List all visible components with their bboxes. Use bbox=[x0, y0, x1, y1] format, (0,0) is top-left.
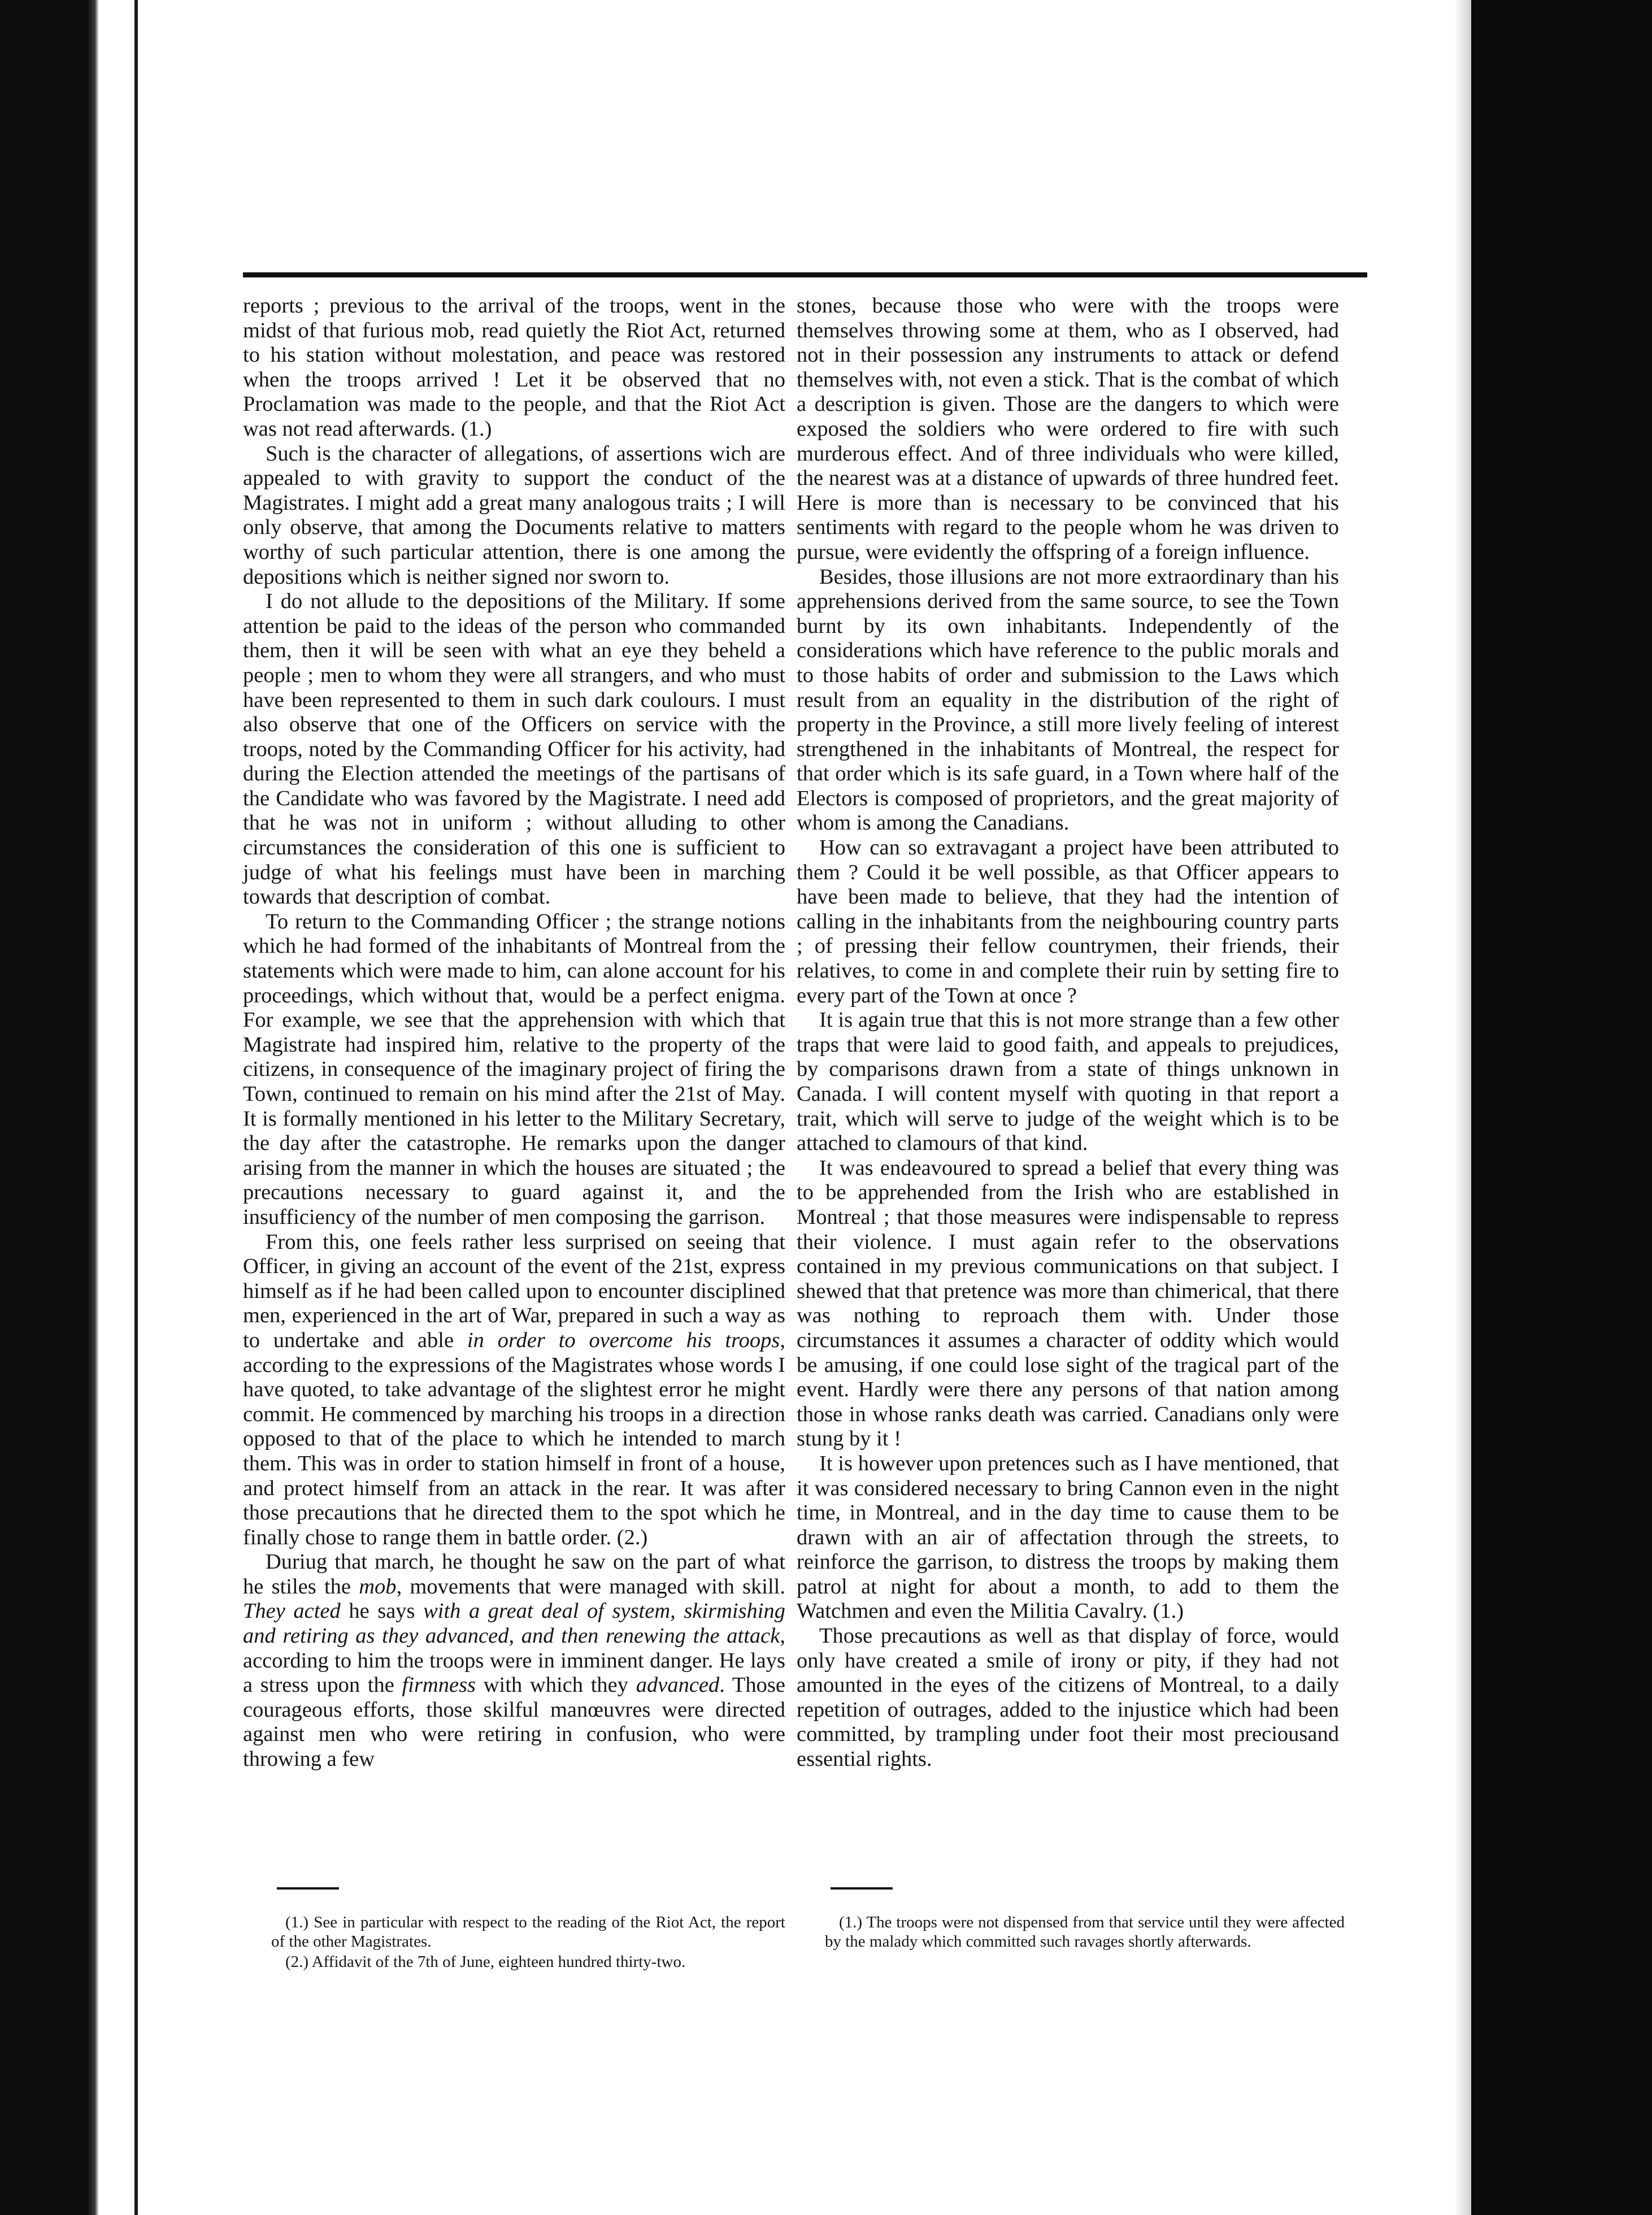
footnotes-right bbox=[825, 1913, 1345, 1952]
text-run: , movements that were managed with skill. bbox=[396, 1574, 785, 1599]
paragraph: It is again true that this is not more strange than a few other traps that were laid to good faith, and appeals to prejudices, by comparisons drawn from a state of things unknown in Canada. I will content myself with quoting in that report a trait, which will serve to judge of the weight which is to be attached to clamours of that kind. bbox=[797, 1008, 1339, 1156]
paragraph: How can so extravagant a project have been attributed to them ? Could it be well possible, as that Officer appears to have been made to believe, that they had the intention of calling in the inhabitants from the neighbouring country parts ; of pressing their fellow countrymen, their friends, their relatives, to come in and complete their ruin by setting fire to every part of the Town at once ? bbox=[797, 836, 1339, 1007]
text-run: with which they bbox=[483, 1673, 629, 1697]
paragraph: Those precautions as well as that display of force, would only have created a smile of irony or pity, if they had not amounted in the eyes of the citizens of Montreal, to a daily repetition of outrages, added to the injustice which had been committed, by trampling under foot their most preciousand essential rights. bbox=[797, 1624, 1339, 1771]
left-column bbox=[243, 294, 785, 1772]
right-column bbox=[797, 294, 1339, 1772]
scan-right-shadow bbox=[1454, 0, 1471, 2215]
document-page bbox=[186, 0, 1452, 2215]
paragraph: reports ; previous to the arrival of the troops, went in the midst of that furious mob, read quietly the Riot Act, returned to his station without molestation, and peace was restored when the troops arrived ! Let it be observed that no Proclamation was made to the people, and that the Riot Act was not read afterwards. (1.) bbox=[243, 294, 785, 441]
italic-run: firmness bbox=[402, 1673, 476, 1697]
scan-left-edge bbox=[0, 0, 99, 2215]
footnote: (1.) The troops were not dispensed from that service until they were affected by the malady which committed such ravages shortly afterwards. bbox=[825, 1913, 1345, 1951]
paragraph: To return to the Commanding Officer ; the strange notions which he had formed of the inhabitants of Montreal from the statements which were made to him, can alone account for his proceedings, which without that, would be a perfect enigma. For example, we see that the apprehension with which that Magistrate had inspired him, relative to the property of the citizens, in consequence of the imaginary project of firing the Town, continued to remain on his mind after the 21st of May. It is formally mentioned in his letter to the Military Secretary, the day after the catastrophe. He remarks upon the danger arising from the manner in which the houses are situated ; the precautions necessary to guard against it, and the insufficiency of the number of men composing the garrison. bbox=[243, 909, 785, 1229]
text-run: . Those courageous efforts, those skilful manœuvres were directed against men who were retiring in confusion, who were throwing a few bbox=[243, 1673, 785, 1771]
paragraph: stones, because those who were with the troops were themselves throwing some at them, who as I observed, had not in their possession any instruments to attack or defend themselves with, not even a stick. That is the combat of which a description is given. Those are the dangers to which were exposed the soldiers who were ordered to fire with such murderous effect. And of three individuals who were killed, the nearest was at a distance of upwards of three hundred feet. Here is more than is necessary to be convinced that his sentiments with regard to the people whom he was driven to pursue, were evidently the offspring of a foreign influence. bbox=[797, 294, 1339, 564]
footnotes-left bbox=[271, 1913, 785, 1973]
paragraph: I do not allude to the depositions of the Military. If some attention be paid to the ideas of the person who commanded them, then it will be seen with what an eye they beheld a people ; men to whom they were all strangers, and who must have been represented to them in such dark coulours. I must also observe that one of the Officers on service with the troops, noted by the Commanding Officer for his activity, had during the Election attended the meetings of the partisans of the Candidate who was favored by the Magistrate. I need add that he was not in uniform ; without alluding to other circumstances the consideration of this one is sufficient to judge of what his feelings must have been in marching towards that description of combat. bbox=[243, 589, 785, 909]
text-run: , according to the expressions of the Magistrates whose words I have quoted, to take advantage of the slightest error he might commit. He commenced by marching his troops in a direction opposed to that of the place to which he intended to march them. This was in order to station himself in front of a house, and protect himself from an attack in the rear. It was after those precautions that he directed them to the spot which he finally chose to range them in battle order. (2.) bbox=[243, 1328, 786, 1549]
header-rule bbox=[243, 272, 1367, 277]
text-run: , according to him the troops were in imminent danger. He lays a stress upon the bbox=[243, 1624, 785, 1697]
paragraph: Besides, those illusions are not more extraordinary than his apprehensions derived from the same source, to see the Town burnt by its own inhabitants. Independently of the considerations which have reference to the public morals and to those habits of order and submission to the Laws which result from an equality in the distribution of the right of property in the Province, a still more lively feeling of interest strengthened in the inhabitants of Montreal, the respect for that order which is its safe guard, in a Town where half of the Electors is composed of proprietors, and the great majority of whom is among the Canadians. bbox=[797, 564, 1339, 835]
footnote-rule-right bbox=[831, 1887, 893, 1890]
text-run: From this, one feels rather less surprised on seeing that Officer, in giving an account of the event of the 21st, express himself as if he had been called upon to encounter disciplined men, experienced in the art of War, prepared in such a way as to undertake and able bbox=[243, 1230, 785, 1352]
text-run: he says bbox=[349, 1599, 415, 1623]
italic-run: mob bbox=[359, 1574, 397, 1599]
scan-right-edge bbox=[1471, 0, 1652, 2215]
scan-gutter-line bbox=[134, 0, 138, 2215]
italic-run: in order to overcome his troops bbox=[467, 1328, 780, 1352]
footnote: (1.) See in particular with respect to the reading of the Riot Act, the report of the other Magistrates. bbox=[271, 1913, 785, 1951]
italic-run: advanced bbox=[636, 1673, 720, 1697]
italic-run: They acted bbox=[243, 1599, 341, 1623]
italic-run: with a great deal of system, skirmishing and retiring as they advanced, and then renewing the attack bbox=[243, 1599, 786, 1648]
text-run: Durіug that march, he thought he saw on the part of what he stiles the bbox=[243, 1550, 785, 1599]
footnote-rule-left bbox=[277, 1887, 339, 1890]
footnote: (2.) Affidavit of the 7th of June, eighteen hundred thirty-two. bbox=[285, 1953, 686, 1971]
paragraph bbox=[243, 1230, 785, 1550]
paragraph bbox=[243, 1550, 785, 1771]
paragraph: It is however upon pretences such as I have mentioned, that it was considered necessary to bring Cannon even in the night time, in Montreal, and in the day time to cause them to be drawn with an air of affectation through the streets, to reinforce the garrison, to distress the troops by making them patrol at night for about a month, to add to them the Watchmen and even the Militia Cavalry. (1.) bbox=[797, 1451, 1339, 1623]
paragraph: It was endeavoured to spread a belief that every thing was to be apprehended from the Irish who are established in Montreal ; that those measures were indispensable to repress their violence. I must again refer to the observations contained in my previous communications on that subject. I shewed that that pretence was more than chimerical, that there was nothing to reproach them with. Under those circumstances it assumes a character of oddity which would be amusing, if one could lose sight of the tragical part of the event. Hardly were there any persons of that nation among those in whose ranks death was carried. Canadians only were stung by it ! bbox=[797, 1156, 1339, 1451]
paragraph: Such is the character of allegations, of assertions wich are appealed to with gravity to support the conduct of the Magistrates. I might add a great many analogous traits ; I will only observe, that among the Documents relative to matters worthy of such particular attention, there is one among the depositions which is neither signed nor sworn to. bbox=[243, 441, 785, 589]
